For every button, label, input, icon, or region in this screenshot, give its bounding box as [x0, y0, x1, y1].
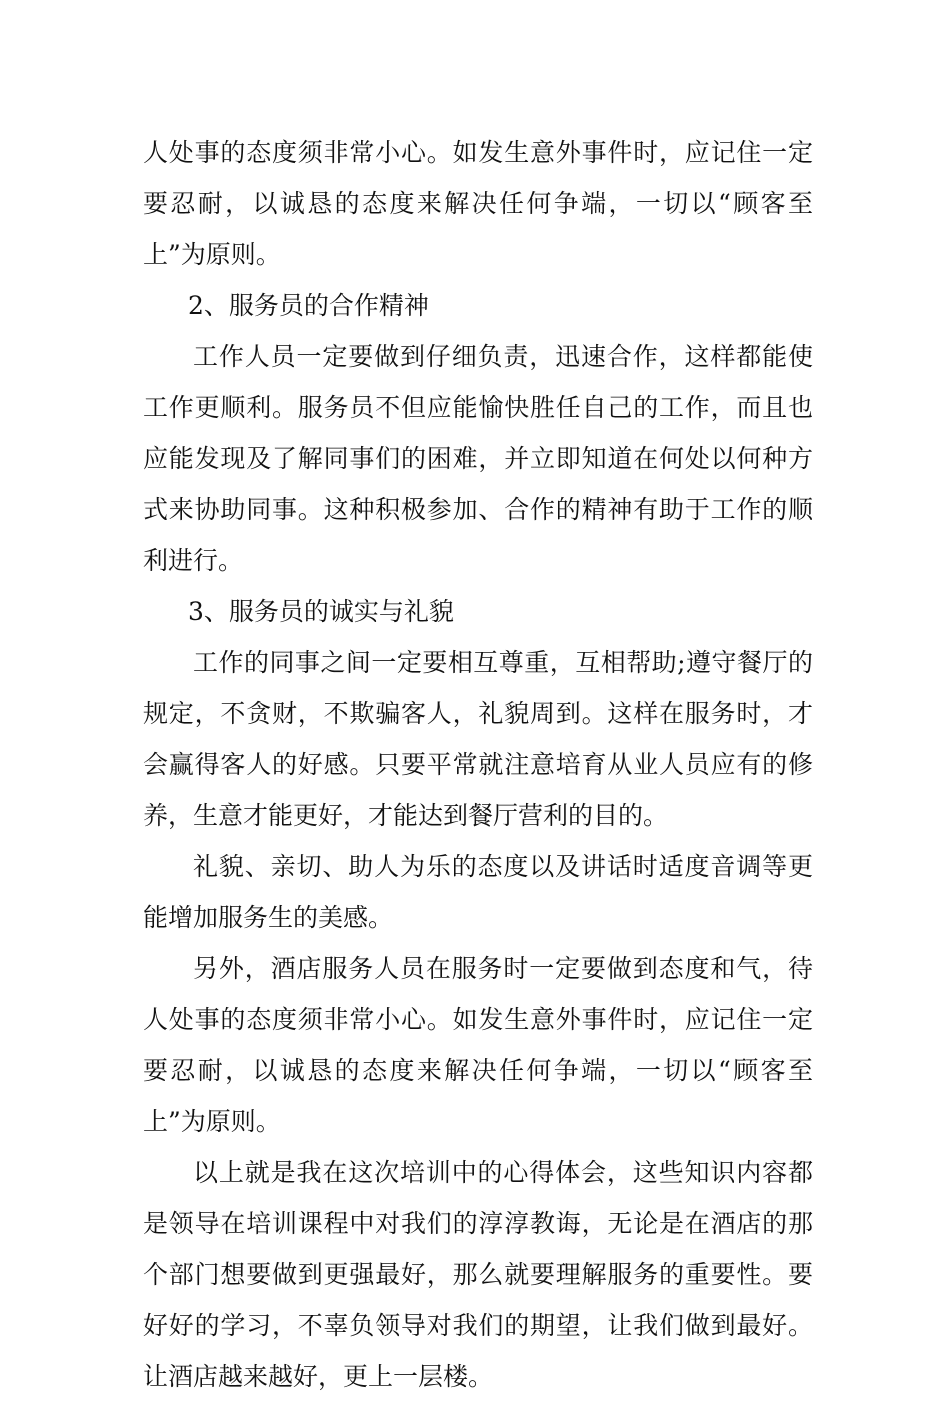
paragraph-conclusion: 以上就是我在这次培训中的心得体会，这些知识内容都是领导在培训课程中对我们的淳淳教诲，无论是在酒店的那个部门想要做到更强最好，那么就要理解服务的重要性。要好好的学习，不辜负领导对我们的期望，让我们做到最好。让酒店越来越好，更上一层楼。 [143, 1158, 813, 1391]
paragraph-cooperation: 工作人员一定要做到仔细负责，迅速合作，这样都能使工作更顺利。服务员不但应能愉快胜任自己的工作，而且也应能发现及了解同事们的困难，并立即知道在何处以何种方式来协助同事。这种积极参加、合作的精神有助于工作的顺利进行。 [143, 342, 813, 575]
document-body [143, 127, 813, 1402]
paragraph-honesty-courtesy: 工作的同事之间一定要相互尊重，互相帮助;遵守餐厅的规定，不贪财，不欺骗客人，礼貌周到。这样在服务时，才会赢得客人的好感。只要平常就注意培育从业人员应有的修养，生意才能更好，才能达到餐厅营利的目的。 [143, 648, 813, 830]
section-heading-cooperation: 2、服务员的合作精神 [188, 291, 429, 320]
paragraph-attitude: 另外，酒店服务人员在服务时一定要做到态度和气，待人处事的态度须非常小心。如发生意外事件时，应记住一定要忍耐，以诚恳的态度来解决任何争端，一切以“顾客至上”为原则。 [143, 954, 813, 1136]
paragraph-courtesy-beauty: 礼貌、亲切、助人为乐的态度以及讲话时适度音调等更能增加服务生的美感。 [143, 852, 813, 932]
section-heading-honesty-courtesy: 3、服务员的诚实与礼貌 [188, 597, 454, 626]
paragraph-intro-continuation: 人处事的态度须非常小心。如发生意外事件时，应记住一定要忍耐，以诚恳的态度来解决任何争端，一切以“顾客至上”为原则。 [143, 138, 813, 269]
